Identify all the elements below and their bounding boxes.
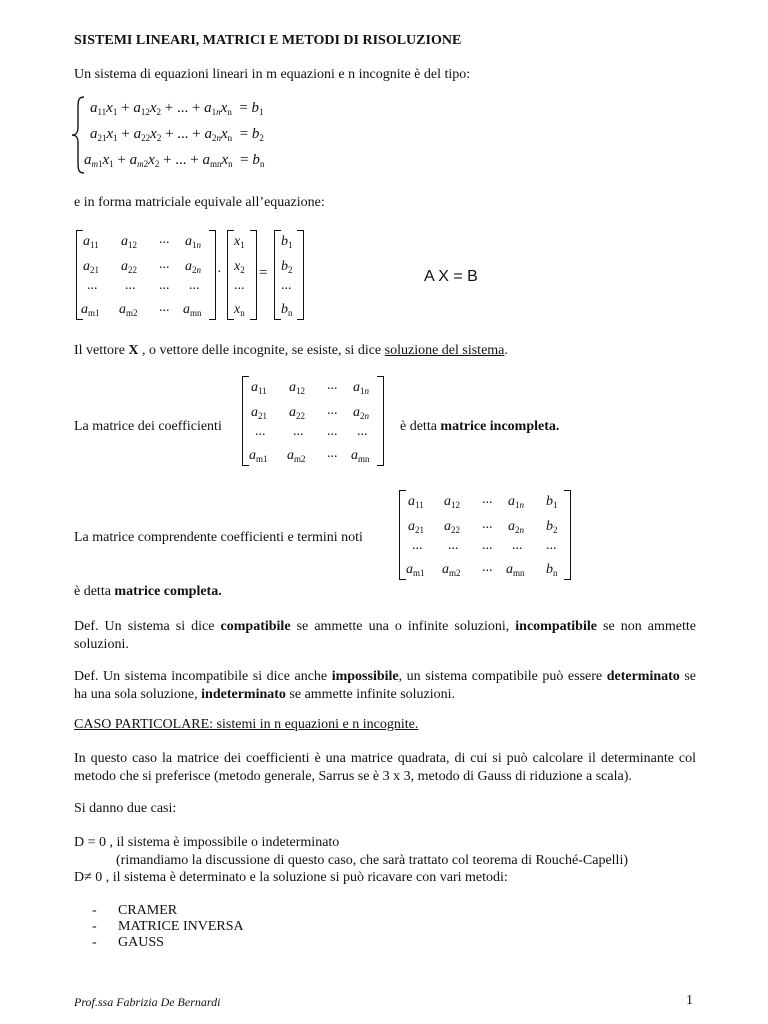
definition-compatible: Def. Un sistema si dice compatibile se ammette una o infinite soluzioni, incompatibile se non ammette soluzioni.	[74, 619, 697, 652]
equation-row-2: $a_{21}x_1 + a_{22}x_2$ + ... + $a_{2n}x_n = b_2$	[90, 126, 264, 143]
page-number: 1	[686, 993, 693, 1008]
special-case-paragraph: In questo caso la matrice dei coefficienti è una matrice quadrata, di cui si può calcolare il determinante col metodo che si preferisce (metodo generale, Sarrus se è 3 x 3, metodo di Gauss di riduzione a scala).	[74, 751, 696, 784]
footer-author: Prof.ssa Fabrizia De Bernardi	[74, 995, 221, 1009]
matrix-form-intro: e in forma matriciale equivale all’equazione:	[74, 195, 325, 210]
list-item: - CRAMER	[92, 903, 178, 918]
two-cases-text: Si danno due casi:	[74, 801, 177, 816]
list-item: - MATRICE INVERSA	[92, 919, 244, 934]
equation-row-m: $a_{m1}x_1 + a_{m2}x_2$ + ... + $a_{mn}x_n = b_n$	[84, 152, 265, 169]
known-terms-vector-b: $b_1$ $b_2$ ... $b_n$	[274, 230, 304, 320]
incomplete-matrix: $a_{11}$ $a_{12}$ ... $a_{1n}$ $a_{21}$ $a_{22}$ ... $a_{2n}$ ... ... ... ... $a_{m1}$ $a_{m2}$ ... $a_{mn}$	[242, 376, 384, 466]
equation-row-1: $a_{11}x_1 + a_{12}x_2$ + ... + $a_{1n}x_n = b_1$	[90, 100, 264, 117]
complete-matrix-description: è detta matrice completa.	[74, 584, 222, 599]
unknowns-vector-x: $x_1$ $x_2$ ... $x_n$	[227, 230, 257, 320]
coefficient-matrix-a: $a_{11}$ $a_{12}$ ... $a_{1n}$ $a_{21}$ $a_{22}$ ... $a_{2n}$ ... ... ... ... $a_{m1}$ $a_{m2}$ ... $a_{mn}$	[76, 230, 216, 320]
list-item: - GAUSS	[92, 935, 164, 950]
page-title: SISTEMI LINEARI, MATRICI E METODI DI RISOLUZIONE	[74, 33, 462, 48]
complete-matrix: $a_{11}$ $a_{12}$ ... $a_{1n}$ $b_1$ $a_{21}$ $a_{22}$ ... $a_{2n}$ $b_2$ ... ... ... ... ... $a_{m1}$ $a_{m2}$ ... $a_{mn}$ $b_n$	[399, 490, 571, 580]
case-d-zero: D = 0 , il sistema è impossibile o indeterminato	[74, 835, 340, 850]
axb-equation: A X = B	[424, 268, 478, 285]
incomplete-matrix-description: è detta matrice incompleta.	[400, 419, 560, 434]
multiplication-dot: ·	[217, 265, 222, 280]
case-d-nonzero: D≠ 0 , il sistema è determinato e la soluzione si può ricavare con vari metodi:	[74, 870, 508, 885]
equals-sign: =	[259, 265, 268, 281]
intro-text: Un sistema di equazioni lineari in m equazioni e n incognite è del tipo:	[74, 67, 471, 82]
case-d-zero-note: (rimandiamo la discussione di questo caso, che sarà trattato col teorema di Rouché-Capelli)	[116, 853, 628, 868]
definition-impossible: Def. Un sistema incompatibile si dice anche impossibile, un sistema compatibile può essere determinato se ha una sola soluzione, indeterminato se ammette infinite soluzioni.	[74, 669, 696, 702]
solution-definition: Il vettore X , o vettore delle incognite, se esiste, si dice soluzione del sistema.	[74, 343, 508, 358]
coefficient-matrix-label: La matrice dei coefficienti	[74, 419, 222, 434]
special-case-heading: CASO PARTICOLARE: sistemi in n equazioni e n incognite.	[74, 717, 419, 732]
complete-matrix-label: La matrice comprendente coefficienti e termini noti	[74, 530, 363, 545]
